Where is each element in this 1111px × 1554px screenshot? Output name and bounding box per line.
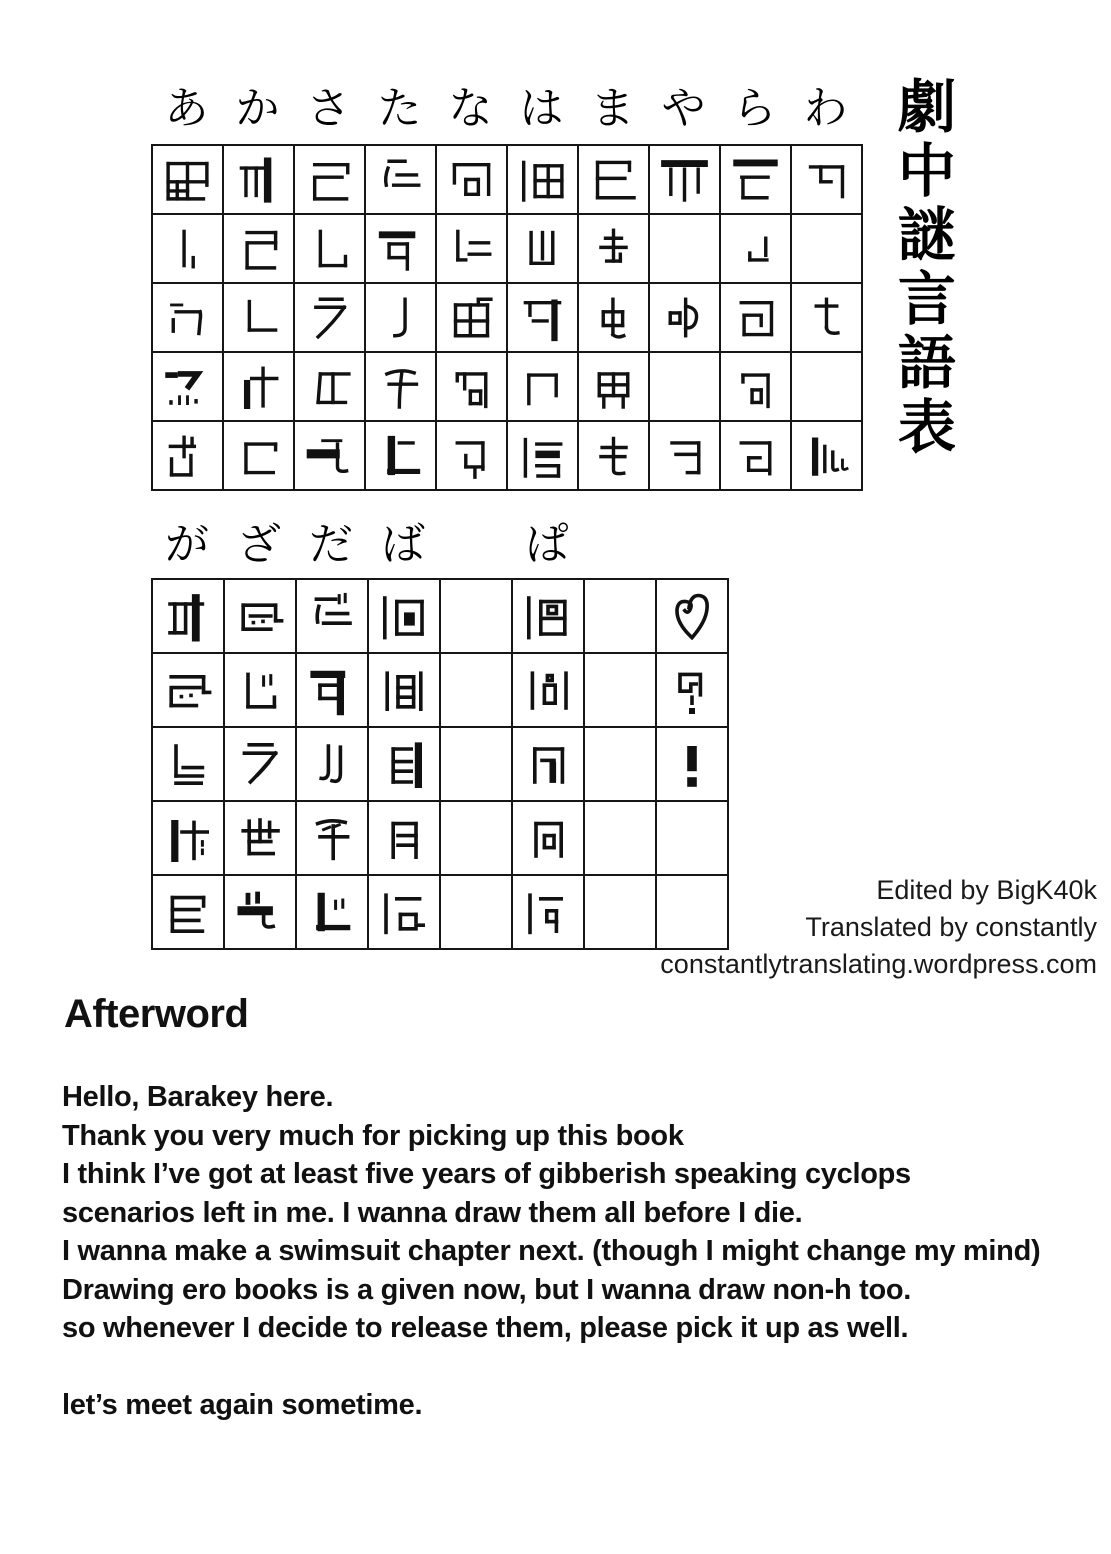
glyph-cell-ta xyxy=(366,146,437,215)
glyph-cell-empty xyxy=(585,728,657,802)
glyph-cell-te xyxy=(366,353,437,422)
glyph-cell-empty xyxy=(441,802,513,876)
be-glyph xyxy=(374,808,434,868)
glyph-cell-wa-u xyxy=(792,284,863,353)
e-glyph xyxy=(159,358,216,415)
bu-glyph xyxy=(374,734,434,794)
pu-glyph xyxy=(518,734,578,794)
shi-glyph xyxy=(301,220,358,277)
bo-glyph xyxy=(374,882,434,942)
glyph-cell-empty xyxy=(585,802,657,876)
glyph-cell-ri xyxy=(721,215,792,284)
glyph-cell-su xyxy=(295,284,366,353)
glyph-cell-ze xyxy=(225,802,297,876)
glyph-cell-a xyxy=(153,146,224,215)
afterword-body xyxy=(62,1078,1040,1425)
gi-glyph xyxy=(158,660,218,720)
glyph-cell-ne xyxy=(437,353,508,422)
glyph-cell-empty xyxy=(792,215,863,284)
glyph-cell-yu xyxy=(650,284,721,353)
glyph-cell-fu xyxy=(508,284,579,353)
afterword-line: Drawing ero books is a given now, but I wanna draw non-h too. xyxy=(62,1273,912,1306)
glyph-cell-bu xyxy=(369,728,441,802)
ha-glyph xyxy=(514,151,571,208)
ya-glyph xyxy=(656,151,713,208)
pi-glyph xyxy=(518,660,578,720)
glyph-cell-ke xyxy=(224,353,295,422)
glyph-cell-to xyxy=(366,422,437,491)
glyph-cell-question-mark xyxy=(657,654,729,728)
ji-glyph xyxy=(230,660,290,720)
glyph-cell-mi xyxy=(579,215,650,284)
glyph-cell-do xyxy=(297,876,369,950)
glyph-cell-empty xyxy=(792,353,863,422)
ma-glyph xyxy=(585,151,642,208)
se-glyph xyxy=(301,358,358,415)
glyph-cell-ma xyxy=(579,146,650,215)
glyph-cell-empty xyxy=(650,215,721,284)
kana-column-label: ば xyxy=(381,519,425,570)
glyph-cell-so xyxy=(295,422,366,491)
kana-column-label: は xyxy=(519,83,564,134)
glyph-cell-dji xyxy=(297,654,369,728)
glyph-cell-ji xyxy=(225,654,297,728)
kana-column-label: ぱ xyxy=(525,519,569,570)
main-glyph-table xyxy=(151,144,863,491)
afterword-line: so whenever I decide to release them, please pick it up as well. xyxy=(62,1312,909,1344)
te-glyph xyxy=(372,358,429,415)
ne-glyph xyxy=(443,358,500,415)
kana-column-label: や xyxy=(661,83,706,134)
glyph-cell-ru xyxy=(721,284,792,353)
glyph-cell-empty xyxy=(441,654,513,728)
za-glyph xyxy=(230,586,290,646)
afterword-blank-line xyxy=(62,1348,1040,1387)
glyph-cell-e xyxy=(153,353,224,422)
glyph-cell-empty xyxy=(441,876,513,950)
o-glyph xyxy=(159,427,216,484)
afterword-line: Hello, Barakey here. xyxy=(62,1081,334,1113)
kana-column-label: ら xyxy=(732,83,777,134)
kana-column-label: ざ xyxy=(237,519,281,570)
glyph-cell-yo xyxy=(650,422,721,491)
glyph-cell-ra xyxy=(721,146,792,215)
exclamation-mark-glyph xyxy=(662,734,722,794)
glyph-cell-na xyxy=(437,146,508,215)
ru-glyph xyxy=(727,289,784,346)
glyph-cell-de xyxy=(297,802,369,876)
glyph-cell-ge xyxy=(153,802,225,876)
kana-column-label: な xyxy=(448,83,493,134)
kana-column-label: た xyxy=(377,83,422,134)
su-glyph xyxy=(301,289,358,346)
da-glyph xyxy=(302,586,362,646)
kana-column-label: あ xyxy=(164,83,209,134)
glyph-cell-du xyxy=(297,728,369,802)
zo-glyph xyxy=(230,882,290,942)
dji-glyph xyxy=(302,660,362,720)
afterword-line: scenarios left in me. I wanna draw them all before I die. xyxy=(62,1196,803,1229)
glyph-cell-ko xyxy=(224,422,295,491)
mo-glyph xyxy=(585,427,642,484)
ri-glyph xyxy=(727,220,784,277)
wa-glyph xyxy=(798,151,855,208)
glyph-cell-nu xyxy=(437,284,508,353)
glyph-cell-he xyxy=(508,353,579,422)
afterword-line: I think I’ve got at least five years of gibberish speaking cyclops xyxy=(62,1158,911,1190)
fu-glyph xyxy=(514,289,571,346)
credits-site-line: constantlytranslating.wordpress.com xyxy=(660,949,1097,979)
glyph-cell-ku xyxy=(224,284,295,353)
glyph-cell-ni xyxy=(437,215,508,284)
yu-glyph xyxy=(656,289,713,346)
glyph-cell-re xyxy=(721,353,792,422)
kana-column-label: か xyxy=(235,83,280,134)
glyph-cell-pu xyxy=(513,728,585,802)
glyph-cell-tsu xyxy=(366,284,437,353)
do-glyph xyxy=(302,882,362,942)
heart-glyph xyxy=(662,586,722,646)
to-glyph xyxy=(372,427,429,484)
ka-glyph xyxy=(230,151,287,208)
credits-edited-line: Edited by BigK40k xyxy=(876,875,1097,905)
ku-glyph xyxy=(230,289,287,346)
ga-glyph xyxy=(158,586,218,646)
glyph-cell-i xyxy=(153,215,224,284)
glyph-cell-ya xyxy=(650,146,721,215)
glyph-cell-pi xyxy=(513,654,585,728)
glyph-cell-hi xyxy=(508,215,579,284)
i-glyph xyxy=(159,220,216,277)
glyph-cell-empty xyxy=(441,728,513,802)
na-glyph xyxy=(443,151,500,208)
glyph-cell-pa xyxy=(513,580,585,654)
glyph-cell-be xyxy=(369,802,441,876)
zu-glyph xyxy=(230,734,290,794)
glyph-cell-se xyxy=(295,353,366,422)
nu-glyph xyxy=(443,289,500,346)
kana-column-label: ま xyxy=(590,83,635,134)
wa-u-glyph xyxy=(798,289,855,346)
glyph-cell-me xyxy=(579,353,650,422)
glyph-cell-mu xyxy=(579,284,650,353)
u-glyph xyxy=(159,289,216,346)
glyph-cell-empty xyxy=(657,802,729,876)
ge-glyph xyxy=(158,808,218,868)
glyph-cell-bo xyxy=(369,876,441,950)
glyph-cell-sa xyxy=(295,146,366,215)
glyph-cell-u xyxy=(153,284,224,353)
glyph-cell-po xyxy=(513,876,585,950)
po-glyph xyxy=(518,882,578,942)
hi-glyph xyxy=(514,220,571,277)
glyph-cell-o xyxy=(153,422,224,491)
re-glyph xyxy=(727,358,784,415)
glyph-cell-gu xyxy=(153,728,225,802)
glyph-cell-empty xyxy=(585,654,657,728)
glyph-cell-heart xyxy=(657,580,729,654)
credits-block xyxy=(660,872,1097,983)
glyph-cell-pe xyxy=(513,802,585,876)
me-glyph xyxy=(585,358,642,415)
go-glyph xyxy=(158,882,218,942)
pe-glyph xyxy=(518,808,578,868)
chi-glyph xyxy=(372,220,429,277)
afterword-line: Thank you very much for picking up this book xyxy=(62,1119,684,1152)
mu-glyph xyxy=(585,289,642,346)
credits-translated-line: Translated by constantly xyxy=(805,912,1097,942)
mi-glyph xyxy=(585,220,642,277)
ko-glyph xyxy=(230,427,287,484)
glyph-cell-empty xyxy=(650,353,721,422)
glyph-cell-ba xyxy=(369,580,441,654)
glyph-cell-empty xyxy=(585,876,657,950)
kana-column-label: が xyxy=(165,519,209,570)
gojuon-column-header-row xyxy=(151,70,861,136)
ro-glyph xyxy=(727,427,784,484)
ke-glyph xyxy=(230,358,287,415)
tsu-glyph xyxy=(372,289,429,346)
kana-column-label: わ xyxy=(803,83,848,134)
glyph-cell-gi xyxy=(153,654,225,728)
ra-glyph xyxy=(727,151,784,208)
ki-glyph xyxy=(230,220,287,277)
ho-glyph xyxy=(514,427,571,484)
glyph-cell-za xyxy=(225,580,297,654)
a-glyph xyxy=(159,151,216,208)
sa-glyph xyxy=(301,151,358,208)
glyph-cell-da xyxy=(297,580,369,654)
dakuon-column-header-row xyxy=(151,508,727,570)
no-glyph xyxy=(443,427,500,484)
glyph-cell-shi xyxy=(295,215,366,284)
bi-glyph xyxy=(374,660,434,720)
glyph-cell-exclamation-mark xyxy=(657,728,729,802)
glyph-cell-zu xyxy=(225,728,297,802)
glyph-cell-bi xyxy=(369,654,441,728)
afterword-line: I wanna make a swimsuit chapter next. (though I might change my mind) xyxy=(62,1235,1041,1267)
glyph-cell-go xyxy=(153,876,225,950)
glyph-cell-empty xyxy=(585,580,657,654)
gu-glyph xyxy=(158,734,218,794)
question-mark-glyph xyxy=(662,660,722,720)
he-glyph xyxy=(514,358,571,415)
afterword-heading: Afterword xyxy=(64,992,249,1036)
pa-glyph xyxy=(518,586,578,646)
glyph-cell-ki xyxy=(224,215,295,284)
kana-column-label: だ xyxy=(309,519,353,570)
kana-column-label: さ xyxy=(306,83,351,134)
glyph-cell-wa xyxy=(792,146,863,215)
page-title-vertical: 劇中謎言語表 xyxy=(887,76,956,460)
afterword-line: let’s meet again sometime. xyxy=(62,1389,423,1421)
ba-glyph xyxy=(374,586,434,646)
ni-glyph xyxy=(443,220,500,277)
so-glyph xyxy=(301,427,358,484)
yo-glyph xyxy=(656,427,713,484)
glyph-cell-mo xyxy=(579,422,650,491)
glyph-cell-n xyxy=(792,422,863,491)
ze-glyph xyxy=(230,808,290,868)
n-glyph xyxy=(798,427,855,484)
du-glyph xyxy=(302,734,362,794)
glyph-cell-chi xyxy=(366,215,437,284)
glyph-cell-empty xyxy=(441,580,513,654)
glyph-cell-zo xyxy=(225,876,297,950)
glyph-cell-ro xyxy=(721,422,792,491)
glyph-cell-no xyxy=(437,422,508,491)
glyph-cell-ga xyxy=(153,580,225,654)
de-glyph xyxy=(302,808,362,868)
glyph-cell-ha xyxy=(508,146,579,215)
dakuon-glyph-table xyxy=(151,578,729,950)
ta-glyph xyxy=(372,151,429,208)
glyph-cell-ka xyxy=(224,146,295,215)
glyph-cell-ho xyxy=(508,422,579,491)
